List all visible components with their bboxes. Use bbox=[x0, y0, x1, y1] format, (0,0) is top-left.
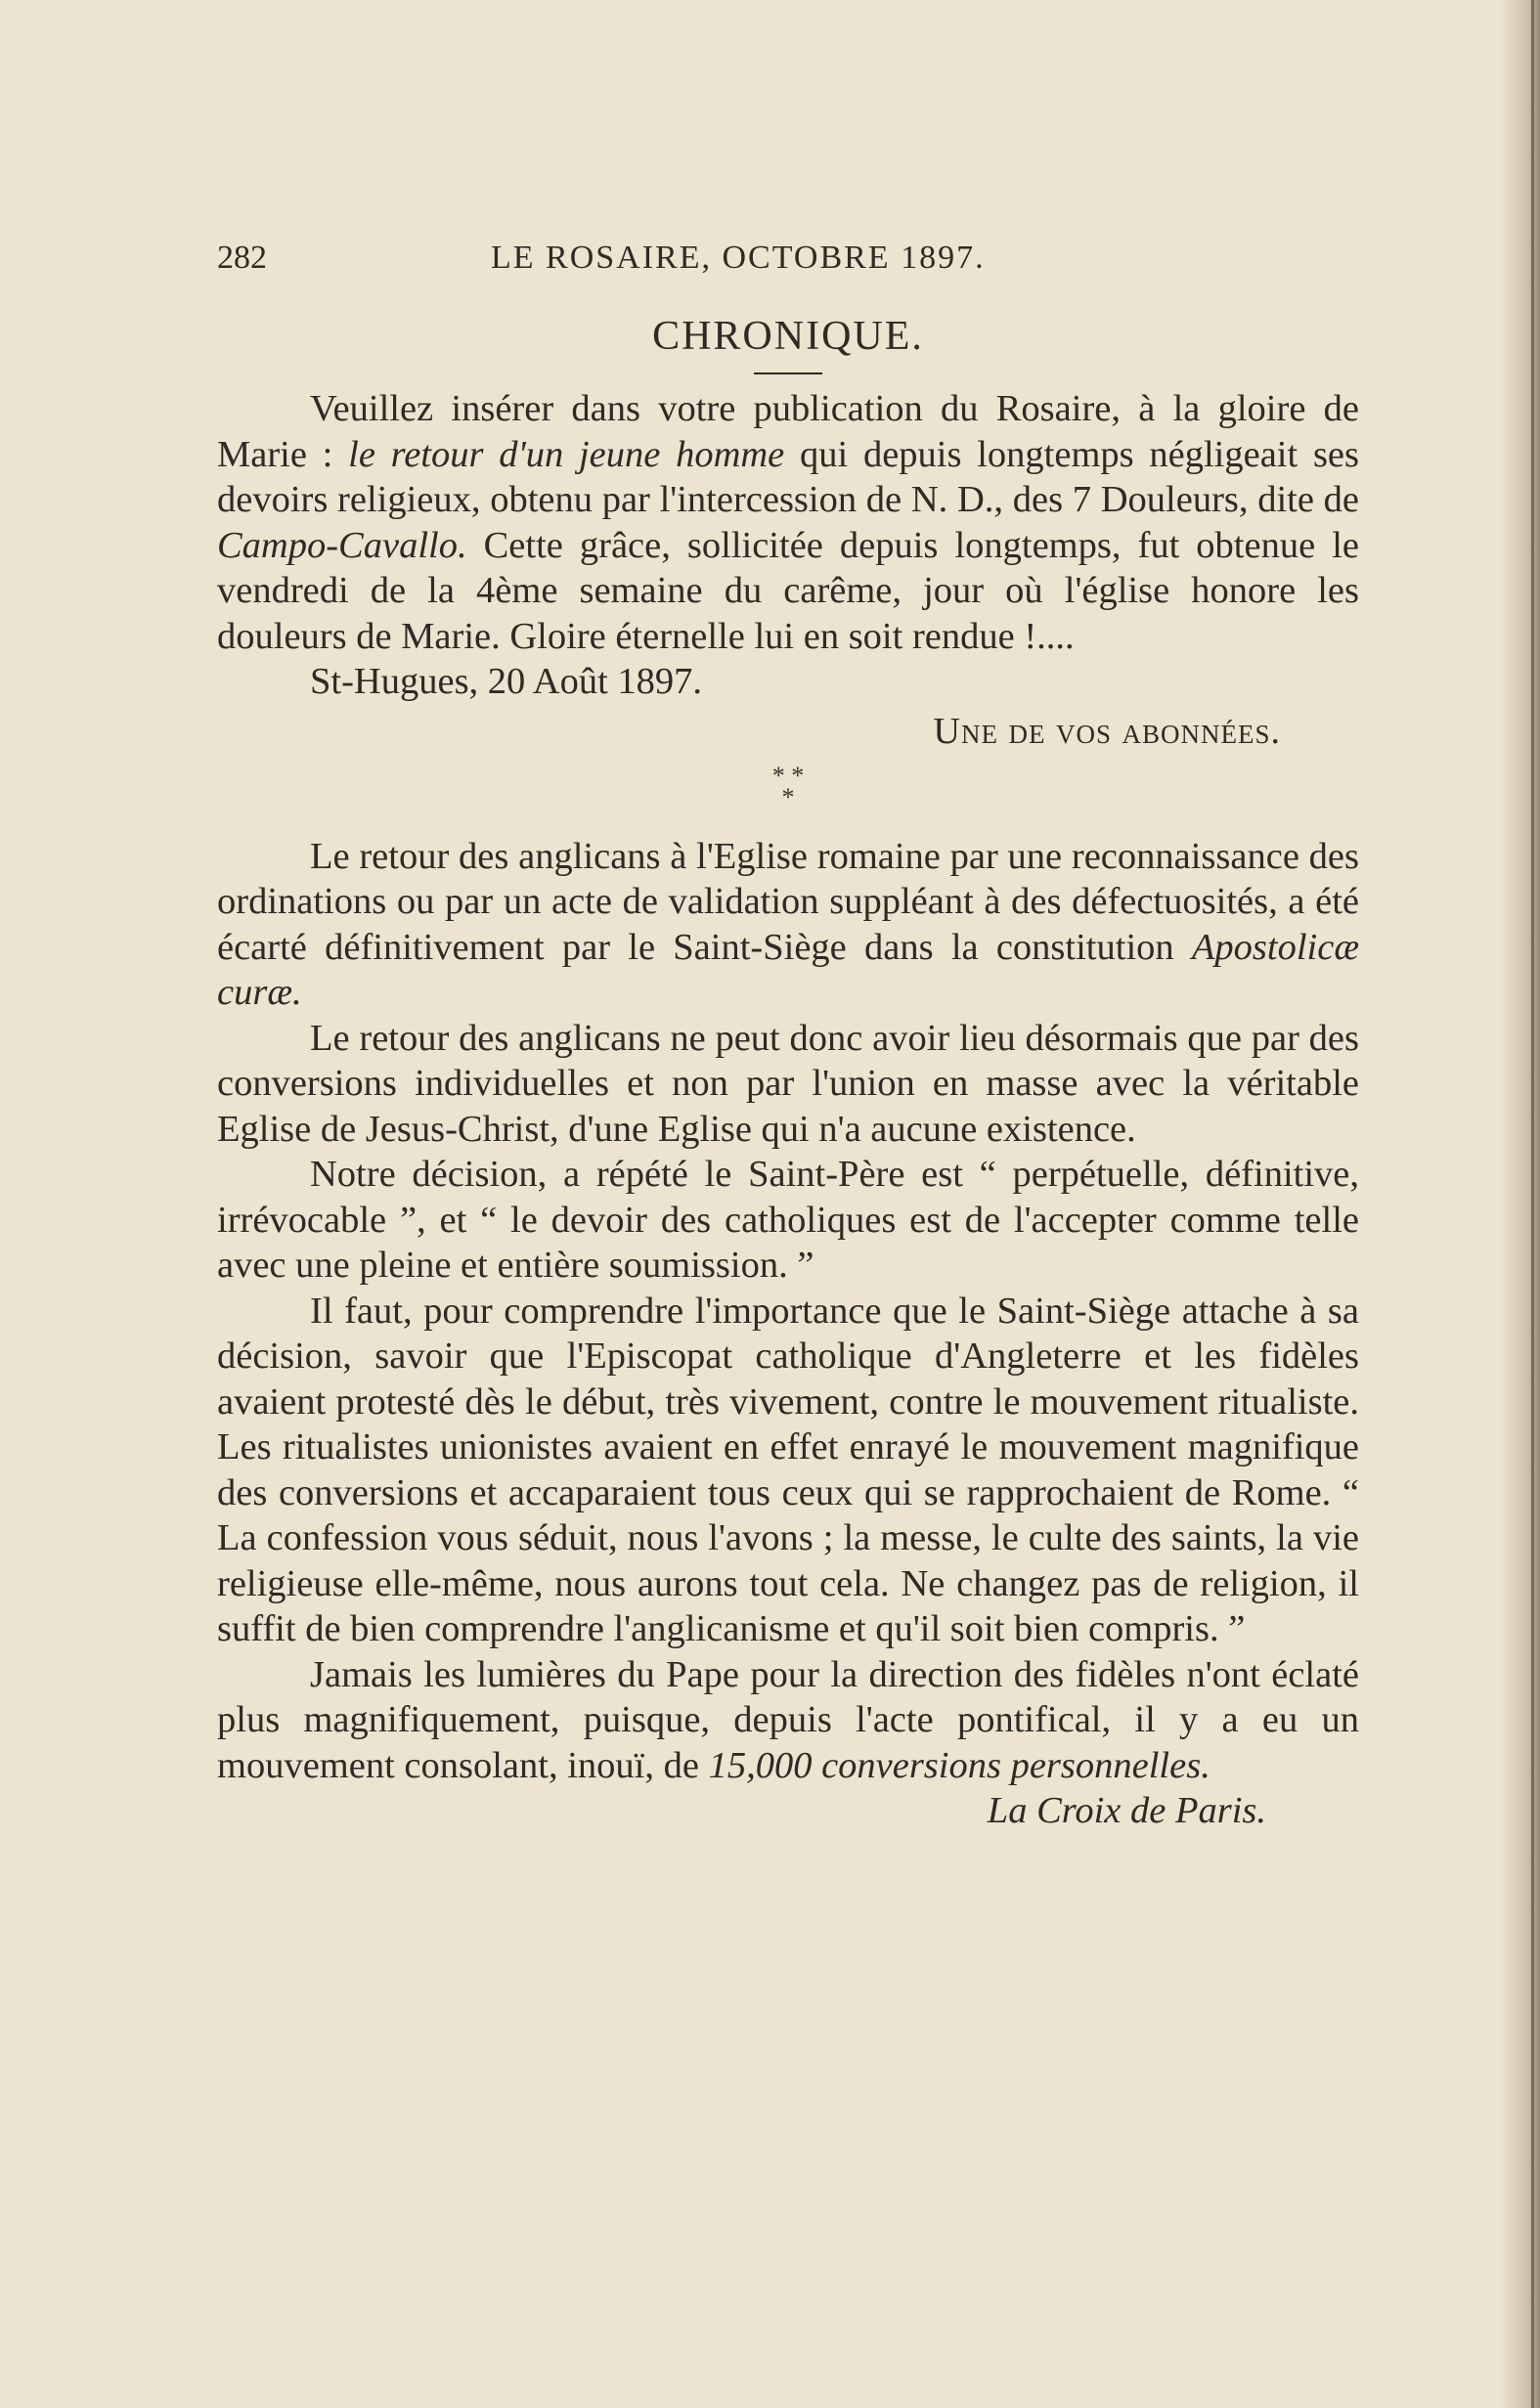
chronicle-item-2-paragraph-4: Il faut, pour comprendre l'importance que le Saint-Siège attache à sa décision, savoir que l'Episcopat catholique d'Angleterre et les fidèles avaient protesté dès le début, très vivement, contre le mouvement ritualiste. Les ritualistes unionistes avaient en effet enrayé le mouvement magnifique des conversions et accaparaient tous ceux qui se rapprochaient de Rome. “ La confession vous séduit, nous l'avons ; la messe, le culte des saints, la vie religieuse elle-même, nous aurons tout cela. Ne changez pas de religion, il suffit de bien comprendre l'anglicanisme et qu'il soit bien compris. ” bbox=[217, 1290, 1359, 1650]
running-title: LE ROSAIRE, OCTOBRE 1897. bbox=[491, 240, 986, 276]
running-head bbox=[217, 240, 1359, 285]
signature-source: La Croix de Paris. bbox=[987, 1790, 1266, 1832]
italic-run: le retour d'un jeune homme bbox=[348, 433, 785, 475]
chronicle-item-1-paragraph bbox=[217, 386, 1359, 659]
page-number: 282 bbox=[217, 240, 267, 276]
chronicle-item-2-paragraph-1 bbox=[217, 834, 1359, 1016]
title-rule bbox=[754, 372, 822, 374]
asterism-bottom: * bbox=[781, 782, 795, 811]
text-run: Cette grâce, sollicitée depuis longtemps, fut obtenue le vendredi de la 4ème semaine du carême, jour où l'église honore les douleurs de Marie. Gloire éternelle lui en soit rendue !.... bbox=[217, 524, 1359, 657]
text-run: qui depuis longtemps négligeait ses devoirs religieux, obtenu par l'intercession de N. D., des 7 Douleurs, dite de bbox=[217, 433, 1359, 521]
page-gutter-shadow bbox=[1501, 0, 1540, 2408]
section-title: CHRONIQUE. bbox=[652, 314, 924, 359]
text-run: Veuillez insérer dans votre publication du Rosaire, à la gloire de Marie : bbox=[217, 388, 1359, 475]
italic-run: 15,000 conversions personnelles. bbox=[708, 1744, 1210, 1786]
text-run: Jamais les lumières du Pape pour la direction des fidèles n'ont éclaté plus magnifiquement, puisque, depuis l'acte pontifical, il y a eu un mouvement consolant, inouï, de bbox=[217, 1653, 1359, 1786]
chronicle-item-2-paragraph-2: Le retour des anglicans ne peut donc avoir lieu désormais que par des conversions individuelles et non par l'union en masse avec la véritable Eglise de Jesus-Christ, d'une Eglise qui n'a aucune existence. bbox=[217, 1017, 1359, 1150]
italic-run: Apostolicæ curæ. bbox=[217, 926, 1359, 1014]
asterism-separator bbox=[217, 761, 1359, 811]
asterism-top: * * bbox=[771, 761, 805, 790]
chronicle-item-2-paragraph-5 bbox=[217, 1652, 1359, 1789]
italic-run: Campo-Cavallo. bbox=[217, 524, 467, 566]
page-edge bbox=[1531, 0, 1534, 2408]
signature-subscriber: Une de vos abonnées. bbox=[933, 710, 1281, 752]
chronicle-item-2-paragraph-3: Notre décision, a répété le Saint-Père est “ perpétuelle, définitive, irrévocable ”, et “ le devoir des catholiques est de l'accepter comme telle avec une pleine et entière soumission. ” bbox=[217, 1154, 1359, 1287]
dateline: St-Hugues, 20 Août 1897. bbox=[310, 661, 703, 703]
text-column bbox=[217, 240, 1359, 1834]
text-run: Le retour des anglicans à l'Eglise romaine par une reconnaissance des ordinations ou par un acte de validation suppléant à des défectuosités, a été écarté définitivement par le Saint-Siège dans la constitution bbox=[217, 835, 1359, 968]
